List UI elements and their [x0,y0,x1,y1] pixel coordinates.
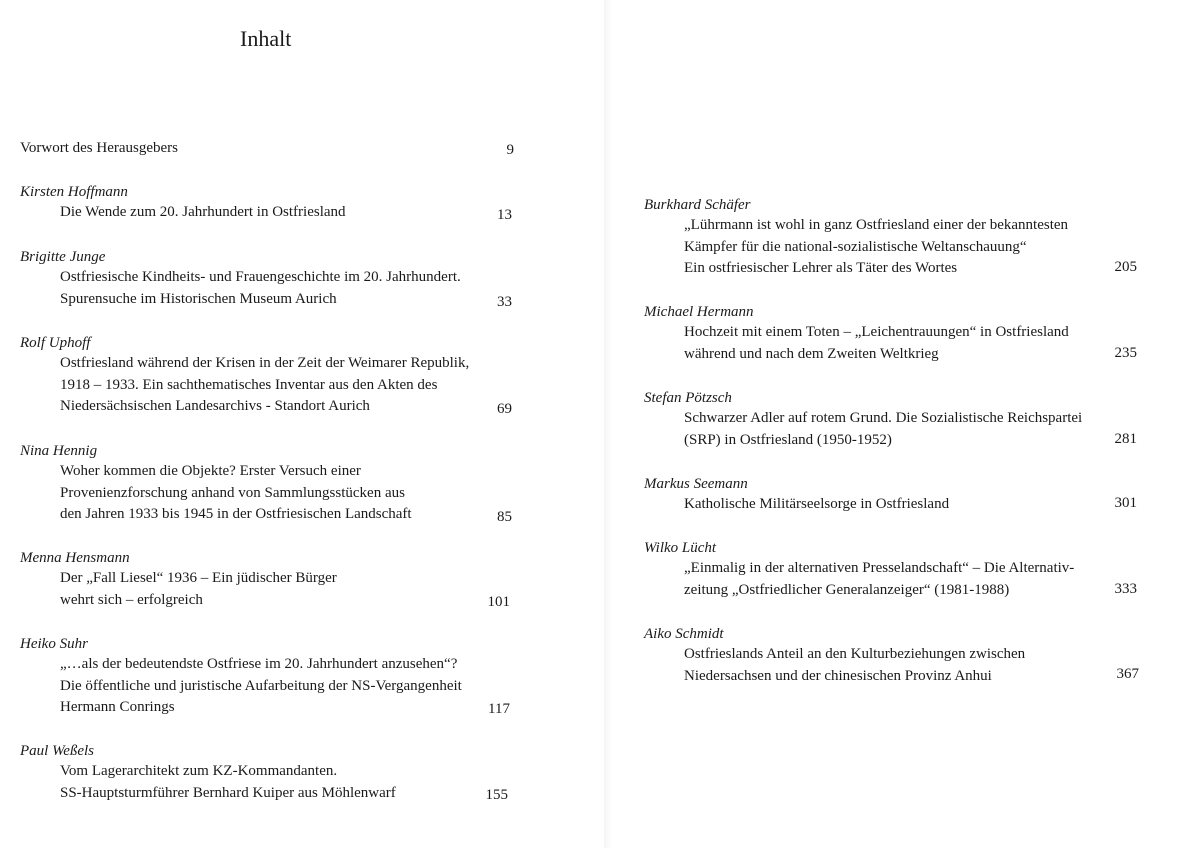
entry-title [20,761,396,804]
toc-entry [20,741,396,804]
entry-author: Stefan Pötzsch [644,390,732,406]
entry-title-line: Provenienzforschung anhand von Sammlungsstücken aus [60,484,405,501]
entry-title [644,558,1074,601]
entry-title-line: Ostfrieslands Anteil an den Kulturbeziehungen zwischen [684,646,1026,662]
right-page [600,0,1200,848]
entry-author: Burkhard Schäfer [644,197,751,213]
toc-entry [20,247,461,310]
entry-title-line: während und nach dem Zweiten Weltkrieg [684,345,939,362]
entry-title [644,322,1069,365]
toc-entry [20,182,346,224]
entry-title [644,215,1068,280]
entry-title [644,408,1082,451]
entry-title [20,267,461,310]
entry-title-line: „…als der bedeutendste Ostfriese im 20. Jahrhundert anzusehen“? [60,656,458,672]
entry-title-line: den Jahren 1933 bis 1945 in der Ostfriesischen Landschaft [60,506,412,522]
entry-page-number: 101 [487,594,510,610]
entry-title-line: Niedersachsen und der chinesischen Provinz Anhui [684,667,992,684]
toc-entry [644,388,1082,451]
entry-author: Aiko Schmidt [644,626,724,642]
entry-title-line: Katholische Militärseelsorge in Ostfriesland [684,496,950,512]
entry-author: Michael Hermann [644,304,754,320]
entry-page-number: 301 [1114,495,1137,511]
entry-title [20,202,346,224]
entry-author: Rolf Uphoff [20,335,91,351]
entry-page-number: 333 [1114,581,1137,597]
toc-entry [20,441,412,526]
entry-author: Nina Hennig [20,443,98,459]
entry-page-number: 117 [488,701,510,717]
entry-page-number: 367 [1116,666,1139,682]
entry-author: Brigitte Junge [20,249,106,265]
toc-entry [644,624,1025,687]
entry-page-number: 235 [1114,345,1137,361]
entry-title [20,353,469,418]
toc-entry [644,538,1074,601]
preface-label: Vorwort des Herausgebers [20,140,179,156]
toc-entry [20,333,469,418]
entry-title-line: Spurensuche im Historischen Museum Aurich [60,290,337,307]
toc-entry [644,302,1069,365]
entry-page-number: 205 [1114,259,1137,275]
entry-title [644,644,1025,687]
entry-page-number: 155 [485,787,508,803]
entry-title-line: Der „Fall Liesel“ 1936 – Ein jüdischer Bürger [60,570,337,586]
entry-title-line: Vom Lagerarchitekt zum KZ-Kommandanten. [60,763,338,779]
toc-entry [20,548,337,611]
entry-author: Paul Weßels [20,743,95,759]
entry-title-line: Die Wende zum 20. Jahrhundert in Ostfriesland [60,204,346,220]
entry-title-line: 1918 – 1933. Ein sachthematisches Inventar aus den Akten des [60,376,438,393]
entry-author: Wilko Lücht [644,540,717,556]
entry-page-number: 33 [497,294,512,310]
entry-title-line: Hochzeit mit einem Toten – „Leichentrauungen“ in Ostfriesland [684,324,1069,340]
entry-title-line: „Lührmann ist wohl in ganz Ostfriesland einer der bekanntesten [684,217,1069,233]
entry-title-line: Woher kommen die Objekte? Erster Versuch einer [60,463,361,479]
entry-title-line: Kämpfer für die national-sozialistische Weltanschauung“ [684,238,1027,255]
entry-title [20,568,337,611]
entry-title-line: wehrt sich – erfolgreich [60,591,203,608]
entry-author: Kirsten Hoffmann [20,184,128,200]
entry-title [20,461,412,526]
entry-title-line: Die öffentliche und juristische Aufarbeitung der NS-Vergangenheit [60,677,462,694]
entry-title-line: „Einmalig in der alternativen Presselandschaft“ – Die Alternativ- [684,560,1075,576]
entry-title-line: Schwarzer Adler auf rotem Grund. Die Sozialistische Reichspartei [684,410,1083,426]
toc-entry [20,634,462,719]
preface-entry [20,140,178,157]
entry-title-line: Ein ostfriesischer Lehrer als Täter des Wortes [684,260,958,276]
toc-entry [644,474,949,516]
entry-title-line: Niedersächsischen Landesarchivs - Standort Aurich [60,398,370,414]
entry-title-line: zeitung „Ostfriedlicher Generalanzeiger“ (1981-1988) [684,581,1010,598]
entry-title [644,494,949,516]
entry-title-line: Hermann Conrings [60,699,175,715]
entry-page-number: 69 [497,401,512,417]
entry-author: Markus Seemann [644,476,748,492]
entry-title-line: SS-Hauptsturmführer Bernhard Kuiper aus Möhlenwarf [60,784,396,801]
entry-author: Menna Hensmann [20,550,130,566]
entry-title-line: (SRP) in Ostfriesland (1950-1952) [684,431,892,448]
entry-page-number: 281 [1114,431,1137,447]
toc-entry [644,195,1068,280]
entry-page-number: 85 [497,509,512,525]
entry-page-number: 13 [497,207,512,223]
entry-title-line: Ostfriesland während der Krisen in der Zeit der Weimarer Republik, [60,355,470,371]
entry-title [20,654,462,719]
entry-title-line: Ostfriesische Kindheits- und Frauengeschichte im 20. Jahrhundert. [60,269,461,285]
entry-author: Heiko Suhr [20,636,88,652]
page-title: Inhalt [240,26,292,51]
preface-page-number: 9 [506,142,514,158]
